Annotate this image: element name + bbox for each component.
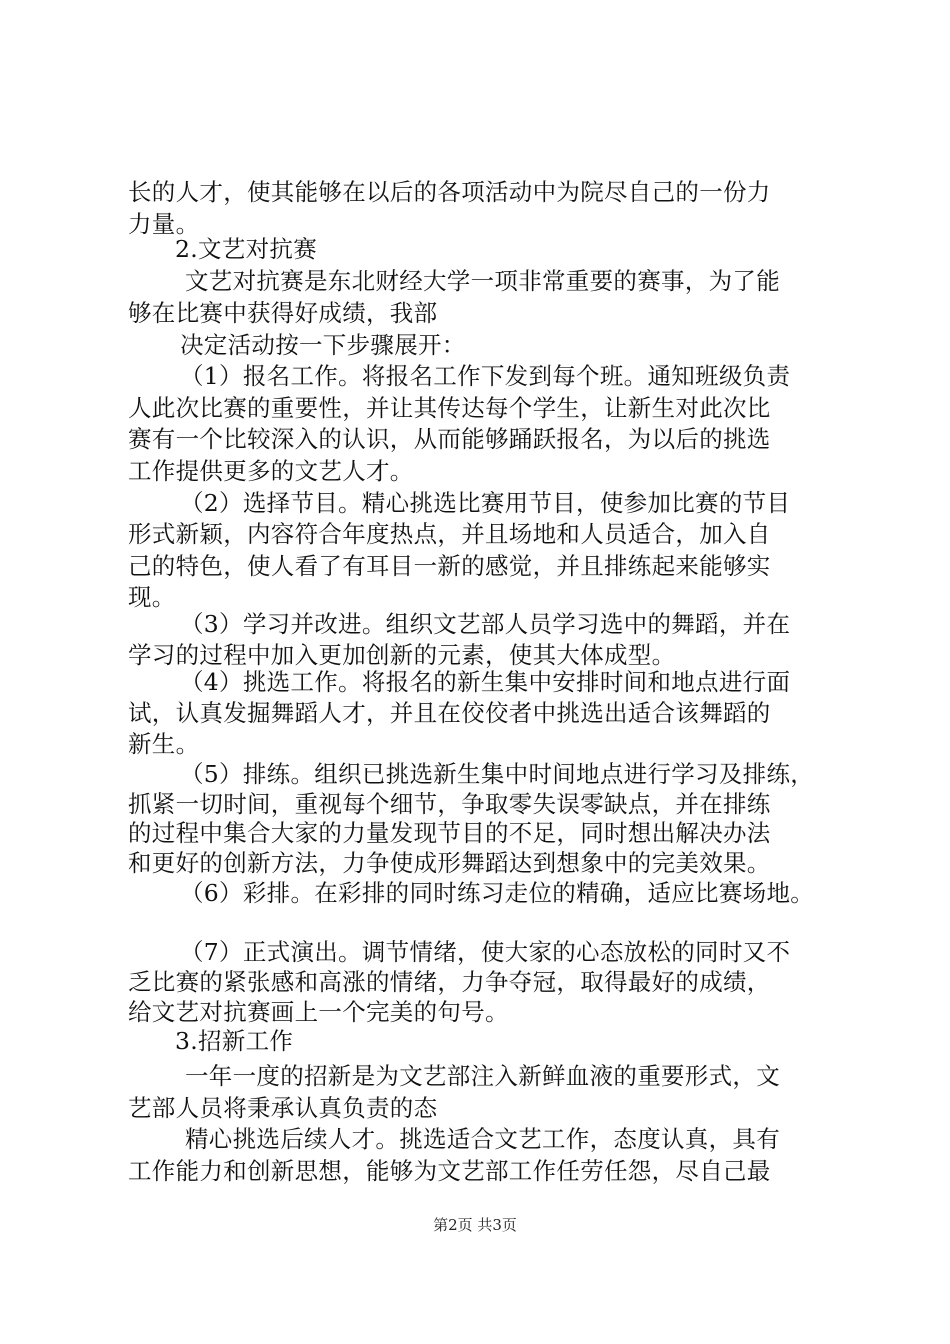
section-heading-2: 2.文艺对抗赛 xyxy=(175,235,318,263)
body-line-12: 形式新颖，内容符合年度热点，并且场地和人员适合，加入自 xyxy=(128,520,771,548)
section-heading-3: 3.招新工作 xyxy=(175,1027,294,1055)
page-number-footer: 第2页 共3页 xyxy=(433,1216,517,1234)
body-line-25: （7）正式演出。调节情绪，使大家的心态放松的同时又不 xyxy=(180,938,791,966)
body-line-21: 抓紧一切时间，重视每个细节，争取零失误零缺点，并在排练 xyxy=(128,790,771,818)
body-line-5: 够在比赛中获得好成绩，我部 xyxy=(128,299,438,327)
body-line-17: （4）挑选工作。将报名的新生集中安排时间和地点进行面 xyxy=(180,668,791,696)
body-line-30: 艺部人员将秉承认真负责的态 xyxy=(128,1094,438,1122)
body-line-19: 新生。 xyxy=(128,730,200,758)
body-line-22: 的过程中集合大家的力量发现节目的不足，同时想出解决办法 xyxy=(128,819,771,847)
body-line-9: 赛有一个比较深入的认识，从而能够踊跃报名，为以后的挑选 xyxy=(128,425,771,453)
body-line-11: （2）选择节目。精心挑选比赛用节目，使参加比赛的节目 xyxy=(180,489,791,517)
body-line-2: 力量。 xyxy=(128,210,200,238)
body-line-15: （3）学习并改进。组织文艺部人员学习选中的舞蹈，并在 xyxy=(180,610,791,638)
body-line-20: （5）排练。组织已挑选新生集中时间地点进行学习及排练， xyxy=(180,760,815,788)
body-line-31: 精心挑选后续人才。挑选适合文艺工作，态度认真，具有 xyxy=(185,1125,780,1153)
body-line-27: 给文艺对抗赛画上一个完美的句号。 xyxy=(128,998,509,1026)
body-line-16: 学习的过程中加入更加创新的元素，使其大体成型。 xyxy=(128,641,676,669)
body-line-24: （6）彩排。在彩排的同时练习走位的精确，适应比赛场地。 xyxy=(180,879,815,907)
body-line-10: 工作提供更多的文艺人才。 xyxy=(128,457,414,485)
body-line-4: 文艺对抗赛是东北财经大学一项非常重要的赛事，为了能 xyxy=(185,267,780,295)
body-line-18: 试，认真发掘舞蹈人才，并且在佼佼者中挑选出适合该舞蹈的 xyxy=(128,699,771,727)
body-line-8: 人此次比赛的重要性，并让其传达每个学生，让新生对此次比 xyxy=(128,394,771,422)
body-line-14: 现。 xyxy=(128,583,176,611)
body-line-29: 一年一度的招新是为文艺部注入新鲜血液的重要形式，文 xyxy=(185,1062,780,1090)
body-line-23: 和更好的创新方法，力争使成形舞蹈达到想象中的完美效果。 xyxy=(128,849,771,877)
body-line-1: 长的人才，使其能够在以后的各项活动中为院尽自己的一份力 xyxy=(128,178,771,206)
body-line-6: 决定活动按一下步骤展开： xyxy=(180,331,466,359)
body-line-32: 工作能力和创新思想，能够为文艺部工作任劳任怨，尽自己最 xyxy=(128,1157,771,1185)
body-line-13: 己的特色，使人看了有耳目一新的感觉，并且排练起来能够实 xyxy=(128,552,771,580)
body-line-26: 乏比赛的紧张感和高涨的情绪，力争夺冠，取得最好的成绩， xyxy=(128,968,771,996)
body-line-7: （1）报名工作。将报名工作下发到每个班。通知班级负责 xyxy=(180,362,791,390)
